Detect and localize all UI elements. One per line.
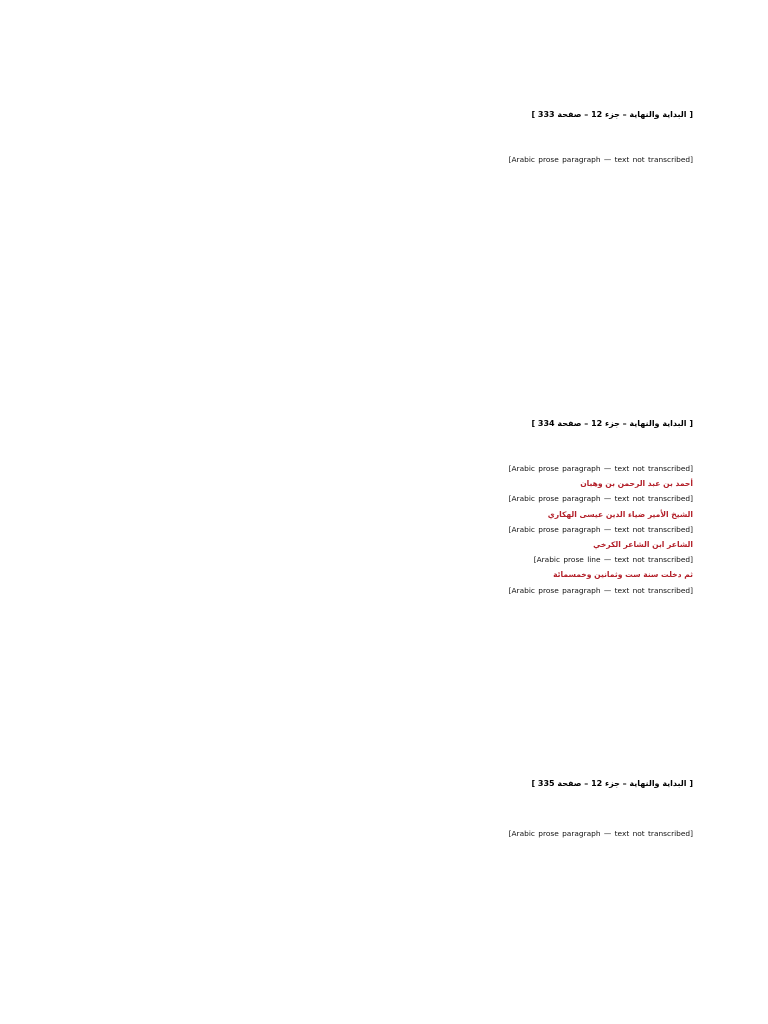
paragraph: [Arabic prose paragraph — text not transcribed] — [508, 155, 693, 164]
entry-text: [Arabic prose line — text not transcribed] — [533, 555, 693, 565]
section-333-body — [118, 152, 693, 167]
page-header-334: [ البداية والنهاية – جزء 12 – صفحة 334 ] — [531, 419, 693, 428]
paragraph-intro: [Arabic prose paragraph — text not transcribed] — [508, 464, 693, 473]
entry-heading-al-karkhi: الشاعر ابن الشاعر الكرخي — [593, 540, 693, 550]
section-335-body — [118, 826, 693, 841]
section-334-body — [118, 461, 693, 598]
page-header-335: [ البداية والنهاية – جزء 12 – صفحة 335 ] — [531, 779, 693, 788]
paragraph: [Arabic prose paragraph — text not transcribed] — [508, 829, 693, 838]
page-header-333: [ البداية والنهاية – جزء 12 – صفحة 333 ] — [531, 110, 693, 119]
entry-heading-year-586: ثم دخلت سنة ست وثمانين وخمسمائة — [553, 570, 693, 580]
entry-heading-diya-al-din-isa: الشيخ الأمير ضياء الدين عيسى الهكاري — [547, 509, 693, 519]
entry-text: [Arabic prose paragraph — text not transcribed] — [508, 524, 693, 534]
entry-text: [Arabic prose paragraph — text not transcribed] — [508, 494, 693, 504]
entry-heading-ibn-wahban: أحمد بن عبد الرحمن بن وهبان — [580, 479, 693, 489]
entry-text: [Arabic prose paragraph — text not transcribed] — [508, 585, 693, 595]
